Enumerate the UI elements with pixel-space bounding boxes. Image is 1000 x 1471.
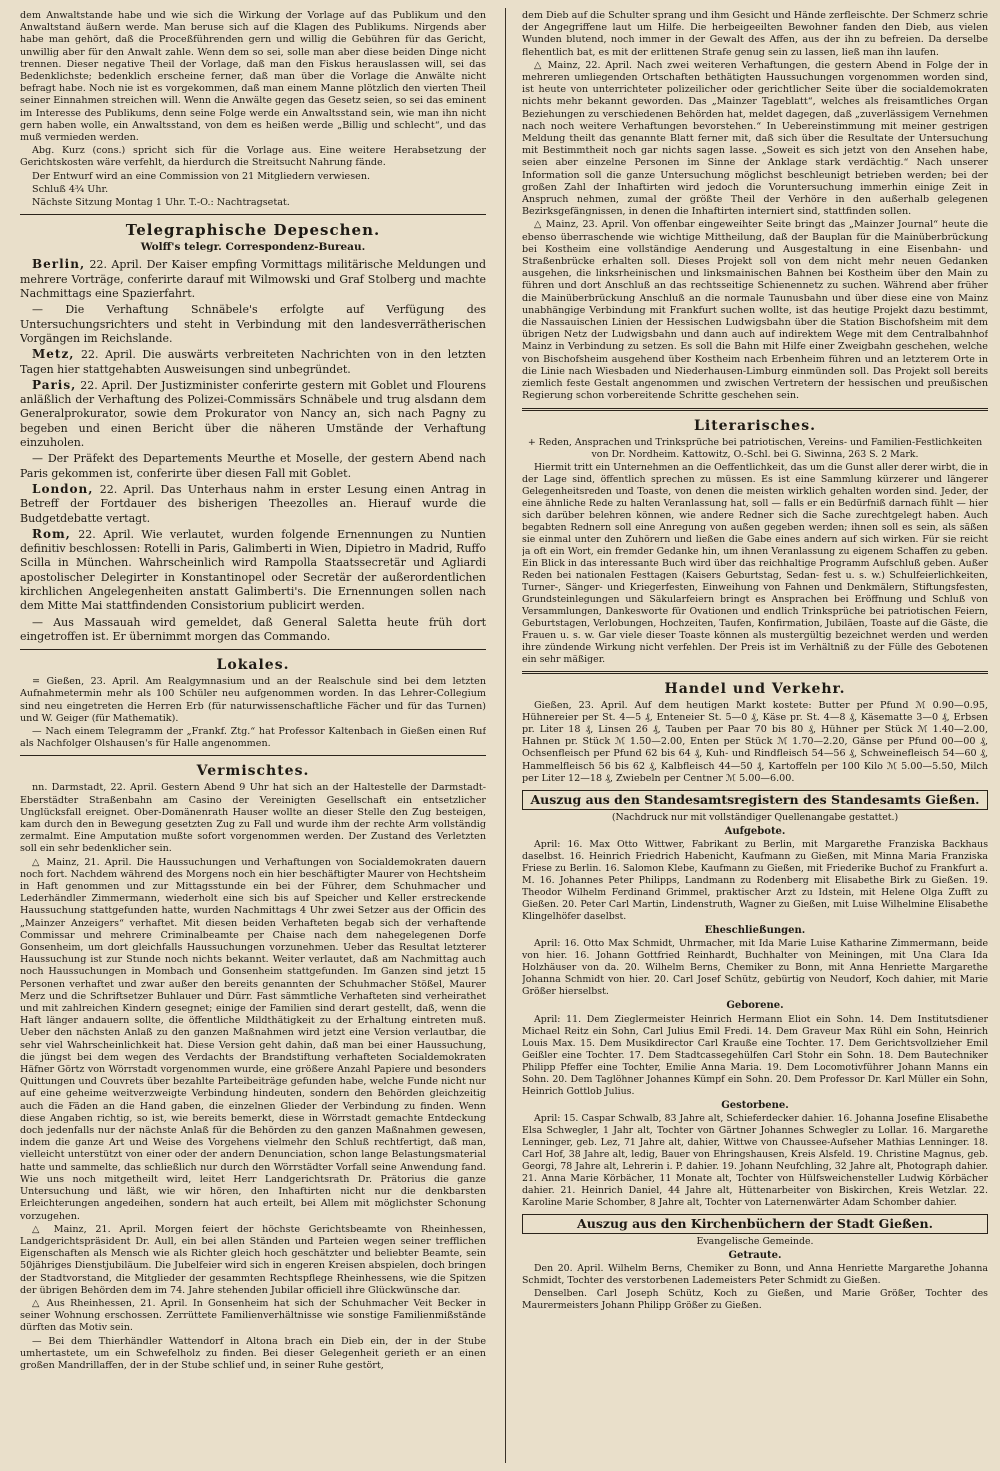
dispatch-text: 22. April. Der Kaiser empfing Vormittags militärische Meldungen und mehrere Vorträge, conferirte darauf mit Wilmowski und Graf Stolberg und machte Nachmittags eine Spazierfahrt. (20, 258, 486, 301)
section-title-kirche: Auszug aus den Kirchenbüchern der Stadt Gießen. (522, 1214, 988, 1234)
paragraph: △ Mainz, 23. April. Von offenbar eingeweihter Seite bringt das „Mainzer Journal“ heute die ebenso überraschende wie wichtige Mittheilung, daß der Bauplan für die Mainüberbrückung bei Kostheim eine vollständige Aenderung und Ausgestaltung in eine Eisenbahn- und Straßenbrücke erhalten soll. Dieses Projekt soll von dem nicht mehr neuen Gedanken ausgehen, die linksrheinischen und linksmainischen Bahnen bei Kostheim über den Main zu führen und dort Anschluß an das rechtsseitige Schienennetz zu suchen. Während aber früher die Mainüberbrückung Anschluß an die normale Taunusbahn und über diese eine von Mainz unabhängige Verbindung mit Frankfurt suchen wollte, ist das heutige Projekt dazu bestimmt, die Nassauischen Linien der Hessischen Ludwigsbahn über die Station Bischofsheim mit dem übrigen Netz der Ludwigsbahn und dann auch auf indirektem Wege mit dem Centralbahnhof Mainz in Verbindung zu setzen. Es soll die Bahn mit Hilfe einer Zweigbahn geschehen, welche von Bischofsheim ausgehend über Kostheim nach Erbenheim führen und an letzterem Orte in die Linie nach Wiesbaden und Niederhausen-Limburg einmünden soll. Das Projekt soll bereits ziemlich feste Gestalt angenommen und zwischen Vertretern der hessischen und preußischen Regierung schon vorbereitende Schritte geschehen sein. (522, 219, 988, 402)
paragraph: △ Aus Rheinhessen, 21. April. In Gonsenheim hat sich der Schuhmacher Veit Becker in seiner Wohnung erschossen. Zerrüttete Familienverhältnisse wie sonstige Familienmißstände dürften das Motiv sein. (20, 1297, 486, 1334)
dispatch-item (20, 378, 486, 450)
paragraph: △ Mainz, 21. April. Die Haussuchungen und Verhaftungen von Socialdemokraten dauern noch fort. Nachdem während des Morgens noch ein hier beschäftigter Maurer von Hechtsheim in Haft genommen und zur Mittagsstunde ein bei der Führer, dem Schuhmacher und Lederhändler Zimmermann, wiederholt eine sich bis auf Speicher und Keller erstreckende Haussuchung stattgefunden hatte, wurden Nachmittags 4 Uhr zwei Setzer aus der Officin des „Mainzer Anzeigers“ verhaftet. Mit diesen beiden Verhafteten begab sich der verhaftende Commissar und mehrere Criminalbeamte per Chaise nach dem nahegelegenen Dorfe Gonsenheim, um dort gleichfalls Haussuchungen vorzunehmen. Ueber das Resultat letzterer Haussuchung ist zur Stunde noch nichts bekannt. Weiter verlautet, daß am Nachmittag auch noch Haussuchungen in Mombach und Gonsenheim stattgefunden. Im Ganzen sind jetzt 15 Personen verhaftet und zwar außer den bereits genannten der Schuhmacher Stößel, Maurer Merz und die Schriftsetzer Buhlauer und Dürr. Fast sämmtliche Verhafteten sind verheirathet und mit zahlreichen Kindern gesegnet; einige der Familien sind derart gestellt, daß, wenn die Haft länger andauern sollte, die öffentliche Mildthätigkeit zu der Erhaltung eintreten muß. Ueber den nächsten Anlaß zu den ganzen Maßnahmen wird jetzt eine Version verlautbar, die sehr viel Wahrscheinlichkeit hat. Diese Version geht dahin, daß man bei einer Haussuchung, die jüngst bei dem wegen des Verdachts der Brandstiftung verhafteten Socialdemokraten Häfner Görtz von Wörrstadt vorgenommen wurde, eine größere Anzahl Papiere und besonders Quittungen und Couvrets über bezahlte Parteibeiträge gefunden habe, welche Funde nicht nur auf eine geheime weitverzweigte Verbindung hindeuten, sondern den Behörden gleichzeitig auch die Fäden an die Hand gaben, die einzelnen Glieder der Verbindung zu finden. Wenn diese Angaben richtig, so ist, wie bereits bemerkt, diese in Wörrstadt gemachte Entdeckung doch jedenfalls nur der nächste Anlaß für die Behörden zu den ganzen Maßnahmen gewesen, indem die ganze Art und Weise des Vorgehens vielmehr den Schluß rechtfertigt, daß man, vielleicht unterstützt von einer oder der andern Denunciation, schon lange Belastungsmaterial hatte und sammelte, das schließlich nur durch den Wörrstädter Vorfall seine Anwendung fand. Wie uns noch mitgetheilt wird, leitet Herr Landgerichtsrath Dr. Prätorius die ganze Untersuchung und läßt, wie wir hören, den Inhaftirten nicht nur die denkbarsten Erleichterungen angedeihen, sondern hat auch erteilt, bei Allem mit möglichster Schonung vorzugehen. (20, 856, 486, 1222)
column-divider (505, 8, 506, 1463)
paragraph: △ Mainz, 21. April. Morgen feiert der höchste Gerichtsbeamte von Rheinhessen, Landgerichtspräsident Dr. Aull, ein bei allen Ständen und Parteien wegen seiner trefflichen Eigenschaften als Mensch wie als Richter gleich hoch geschätzter und beliebter Beamte, sein 50jähriges Dienstjubiläum. Die Jubelfeier wird sich in engeren Kreisen abspielen, doch bringen der Stadtvorstand, die Mitglieder der gesammten Rechtspflege Rheinhessens, wie die Spitzen der übrigen Behörden dem im 74. Jahre stehenden Jubilar officiell ihre Glückwünsche dar. (20, 1223, 486, 1296)
paragraph: Den 20. April. Wilhelm Berns, Chemiker zu Bonn, und Anna Henriette Margarethe Johanna Schmidt, Tochter des verstorbenen Lademeisters Peter Schmidt zu Gießen. (522, 1262, 988, 1286)
paragraph: April: 11. Dem Zieglermeister Heinrich Hermann Eliot ein Sohn. 14. Dem Institutsdiener Michael Reitz ein Sohn, Carl Julius Emil Fredi. 14. Dem Graveur Max Rühl ein Sohn, Heinrich Louis Max. 15. Dem Musikdirector Carl Krauße eine Tochter. 17. Dem Gerichtsvollzieher Emil Geißler eine Tochter. 17. Dem Stadtcassegehülfen Carl Stohr ein Sohn. 18. Dem Bautechniker Philipp Pfeffer eine Tochter, Emilie Anna Maria. 19. Dem Locomotivführer Johann Manns ein Sohn. 20. Dem Taglöhner Johannes Kümpf ein Sohn. 20. Dem Professor Dr. Karl Müller ein Sohn, Heinrich Gottlob Julius. (522, 1013, 988, 1097)
dispatch-item (20, 527, 486, 614)
divider (522, 671, 988, 674)
paragraph: Der Entwurf wird an eine Commission von 21 Mitgliedern verwiesen. (32, 170, 371, 182)
paragraph: Abg. Kurz (cons.) spricht sich für die Vorlage aus. Eine weitere Herabsetzung der Gerichtskosten wäre verfehlt, da hierdurch die Streitsucht Nahrung fände. (20, 145, 486, 169)
reprint-note: (Nachdruck nur mit vollständiger Quellenangabe gestattet.) (611, 811, 899, 823)
divider (20, 214, 486, 215)
subsection-title: Eheschließungen. (704, 925, 806, 937)
paragraph: Nächste Sitzung Montag 1 Uhr. T.-O.: Nachtragsetat. (32, 197, 290, 209)
paragraph: April: 16. Max Otto Wittwer, Fabrikant zu Berlin, mit Margarethe Franziska Backhaus daselbst. 16. Heinrich Friedrich Habenicht, Kaufmann zu Gießen, mit Minna Maria Franziska Friese zu Berlin. 16. Salomon Klebe, Kaufmann zu Gießen, mit Friederike Buchof zu Frankfurt a. M. 16. Johannes Peter Philipps, Landmann zu Rodenberg mit Elisabethe Birk zu Gießen. 19. Theodor Wilhelm Ferdinand Grimmel, praktischer Arzt zu Idstein, mit Helene Olga Zufft zu Gießen. 20. Peter Carl Martin, Lindenstruth, Wagner zu Gießen, mit Luise Wilhelmine Elisabethe Klingelhöfer daselbst. (522, 839, 988, 923)
dispatch-text: 22. April. Der Justizminister conferirte gestern mit Goblet und Flourens anläßlich der Verhaftung des Polizei-Commissärs Schnäbele und trug alsdann dem Generalprokurator, sowie dem Prokurator von Nancy an, sich nach Pagny zu begeben und einen Bericht über die näheren Umstände der Verhaftung einzuholen. (20, 378, 486, 450)
section-title-vermischtes: Vermischtes. (196, 763, 310, 780)
paragraph: Schluß 4¾ Uhr. (32, 183, 109, 195)
paragraph: — Bei dem Thierhändler Wattendorf in Altona brach ein Dieb ein, der in der Stube umhertastete, um ein Schwefelholz zu finden. Bei dieser Gelegenheit gerieth er an einen großen Mandrillaffen, der in der Stube schlief und, in seiner Ruhe gestört, (20, 1335, 486, 1371)
dispatch-place: Rom, (32, 526, 71, 541)
section-title-telegraph: Telegraphische Depeschen. (125, 221, 381, 240)
section-title-literarisches: Literarisches. (694, 417, 816, 434)
dispatch-text: 22. April. Wie verlautet, wurden folgende Ernennungen zu Nuntien definitiv beschlossen: Rotelli in Paris, Galimberti in Wien, Dipietro in Madrid, Ruffo Scilla in München. Wahrscheinlich wird Rampolla Staatssecretär und Agliardi apostolischer Delegirter in Konstantinopel oder Secretär der außerordentlichen kirchlichen Angelegenheiten anstatt Galimberti's. Die Ernennungen sollen nach dem Mitte Mai stattfindenden Consistorium publicirt werden. (20, 527, 486, 613)
dispatch-text: 22. April. Das Unterhaus nahm in erster Lesung einen Antrag in Betreff der Fortdauer des bisherigen Theezolles an. Hierauf wurde die Budgetdebatte vertagt. (20, 482, 486, 525)
dispatch-item (20, 257, 486, 301)
parliament-report (20, 10, 486, 209)
right-column (522, 10, 988, 1461)
subsection-title: Geborene. (726, 1000, 784, 1012)
paragraph: April: 15. Caspar Schwalb, 83 Jahre alt, Schieferdecker dahier. 16. Johanna Josefine Elisabethe Elsa Schwegler, 1 Jahr alt, Tochter von Gärtner Johannes Schwegler zu Lollar. 16. Margarethe Lenninger, geb. Lez, 71 Jahre alt, dahier, Wittwe von Chaussee-Aufseher Mathias Lenninger. 18. Carl Hof, 38 Jahre alt, ledig, Bauer von Ehringshausen, Kreis Alsfeld. 19. Christine Magnus, geb. Georgi, 78 Jahre alt, Lehrerin i. P. dahier. 19. Johann Neufchling, 32 Jahre alt, Photograph dahier. 21. Anna Marie Körbächer, 11 Monate alt, Tochter von Hülfsweichensteller Ludwig Körbächer dahier. 21. Heinrich Daniel, 44 Jahre alt, Hüttenarbeiter von Biskirchen, Kreis Wetzlar. 22. Karoline Marie Schomber, 8 Jahre alt, Tochter von Laternenwärter Adam Schomber dahier. (522, 1112, 988, 1208)
subsection-title: Gestorbene. (721, 1099, 789, 1111)
paragraph: dem Anwaltstande habe und wie sich die Wirkung der Vorlage auf das Publikum und den Anwaltstand äußern werde. Man beruse sich auf die Klagen des Publikums. Nirgends aber habe man gehört, daß die Proceßführenden gern und willig die Gebühren für das Gericht, unwillig aber für den Anwalt zahle. Wenn dem so sei, solle man aber diese beiden Dinge nicht trennen. Dieser negative Theil der Vorlage, daß man den Fiskus herauslassen will, sei das Bedenklichste; bedenklich erscheine ferner, daß man über die Vorlage die Anwälte nicht befragt habe. Noch nie ist es vorgekommen, daß man einem Manne plötzlich den vierten Theil seiner Einnahmen streichen will. Wenn die Anwälte gegen das Gesetz seien, so sei das eminent im Interesse des Publikums, denn seine Folge werde ein Anwaltsstand sein, wie man ihn nicht gern haben wolle, ein Anwaltsstand, von dem es heißen werde „Billig und schlecht“, und das muß vermieden werden. (20, 10, 486, 144)
dispatch-text: 22. April. Die auswärts verbreiteten Nachrichten von in den letzten Tagen hier stattgehabten Ausweisungen sind unbegründet. (20, 348, 486, 376)
paragraph: △ Mainz, 22. April. Nach zwei weiteren Verhaftungen, die gestern Abend in Folge der in mehreren umliegenden Ortschaften bethätigten Haussuchungen vorgenommen worden sind, ist heute von unterrichteter polizeilicher oder gerichtlicher Seite über die socialdemokraten nichts mehr bekannt geworden. Das „Mainzer Tageblatt“, welches als freisamtliches Organ Beziehungen zu verschiedenen Behörden hat, meldet dagegen, daß „zuverlässigem Vernehmen nach noch weitere Verhaftungen bevorstehen.“ In Uebereinstimmung mit meiner gestrigen Meldung theilt das genannte Blatt ferner mit, daß sich über die Resultate der Untersuchung mit Bestimmtheit noch gar nichts sagen lasse. „Soweit es sich jetzt von den Ansehen habe, seien aber einzelne Personen im Sinne der Anklage stark verdächtig.“ Nach unserer Information soll die ganze Untersuchung möglichst beschleunigt betrieben werden; bei der großen Zahl der Inhaftirten wird jedoch die Voruntersuchung immerhin einige Zeit in Anspruch nehmen, zumal der größte Theil der Verhöre in den außerhalb gelegenen Bezirksgefängnissen, in denen die Inhaftirten interniert sind, stattfinden sollen. (522, 59, 988, 218)
congregation-title: Evangelische Gemeinde. (696, 1235, 814, 1247)
book-title: + Reden, Ansprachen und Trinksprüche bei patriotischen, Vereins- und Familien-Festlichkeiten von Dr. Nordheim. Kattowitz, O.-Schl. bei G. Siwinna, 263 S. 2 Mark. (527, 436, 983, 460)
divider (20, 755, 486, 756)
divider (20, 649, 486, 650)
paragraph: Denselben. Carl Joseph Schütz, Koch zu Gießen, und Marie Größer, Tochter des Maurermeisters Johann Philipp Größer zu Gießen. (522, 1287, 988, 1311)
dispatch-place: Berlin, (32, 257, 86, 272)
dispatch-list (20, 257, 486, 644)
subsection-title: Getraute. (728, 1249, 782, 1261)
divider (522, 408, 988, 411)
dispatch-text: — Die Verhaftung Schnäbele's erfolgte auf Verfügung des Untersuchungsrichters und steht in Verbindung mit den landesverrätherischen Vorgängen im Reichslande. (20, 303, 486, 345)
paragraph: = Gießen, 23. April. Am Realgymnasium und an der Realschule sind bei dem letzten Aufnahmetermin mehr als 100 Schüler neu aufgenommen worden. In das Lehrer-Collegium sind neu eingetreten die Herren Erb (für naturwissenschaftliche Fächer und für das Turnen) und W. Geiger (für Mathematik). (20, 676, 486, 724)
dispatch-item (20, 347, 486, 377)
section-title-lokales: Lokales. (216, 657, 290, 674)
paragraph: — Nach einem Telegramm der „Frankf. Ztg.“ hat Professor Kaltenbach in Gießen einen Ruf als Nachfolger Olshausen's für Halle angenommen. (20, 725, 486, 750)
paragraph: Hiermit tritt ein Unternehmen an die Oeffentlichkeit, das um die Gunst aller derer wirbt, die in der Lage sind, öffentlich sprechen zu müssen. Es ist eine Sammlung kürzerer und längerer Gelegenheitsreden und Toaste, von denen die meisten wirklich gehalten worden sind. Jeder, der eine ähnliche Rede zu halten Veranlassung hat, soll — falls er ein Bedürfniß darnach fühlt — hier sich darüber belehren können, wie andere Redner sich die Sache zurechtgelegt haben. Auch begabten Rednern soll eine Anregung von außen gegeben werden; ihnen soll es sein, als säßen sie einmal unter den Zuhörern und ließen die Gabe eines andern auf sich wirken. Für sie reicht ja oft ein Wort, ein fremder Gedanke hin, um ihnen Veranlassung zu eigenem Schaffen zu geben. Ein Blick in das interessante Buch wird über das reichhaltige Programm Aufschluß geben. Außer Reden bei nationalen Festtagen (Kaisers Geburtstag, Sedan- fest u. s. w.) Schulfeierlichkeiten, Turner-, Sänger- und Kriegerfesten, Einweihung von Fahnen und Denkmälern, Stiftungsfesten, Grundsteinlegungen und Säkularfeiern bringt es Ansprachen bei Eröffnung und Schluß von Versammlungen, Dankesworte für Ovationen und endlich Trinksprüche bei patriotischen Feiern, Geburtstagen, Verlobungen, Hochzeiten, Taufen, Konfirmation, Jubiläen, Toaste auf die Gäste, die Frauen u. s. w. Gar viele dieser Toaste können als mustergültig bezeichnet werden und werden ihre zündende Wirkung nicht verfehlen. Der Preis ist im Verhältniß zu der Fülle des Gebotenen ein sehr mäßiger. (522, 461, 988, 665)
paragraph: nn. Darmstadt, 22. April. Gestern Abend 9 Uhr hat sich an der Haltestelle der Darmstadt-Eberstädter Straßenbahn am Casino der Vereinigten Gesellschaft ein entsetzlicher Unglücksfall ereignet. Ober-Domänenrath Hauser wollte an dieser Stelle den Zug besteigen, kam durch den in Bewegung gesetzten Zug zu Fall und wurde ihm der rechte Arm vollständig zermalmt. Eine Amputation mußte sofort vorgenommen werden. Der Zustand des Verletzten soll ein sehr bedenklicher sein. (20, 782, 486, 855)
dispatch-item (20, 615, 486, 645)
dispatch-item (20, 482, 486, 526)
dispatch-place: Metz, (32, 347, 75, 362)
dispatch-place: Paris, (32, 377, 77, 392)
paragraph: dem Dieb auf die Schulter sprang und ihm Gesicht und Hände zerfleischte. Der Schmerz schrie der Angegriffene laut um Hilfe. Die herbeigeeilten Bewohner fanden den Dieb, aus vielen Wunden blutend, noch immer in der Gewalt des Affen, aus der ihn zu befreien. Da derselbe flehentlich bat, es mit der erlittenen Strafe genug sein zu lassen, ließ man ihn laufen. (522, 10, 988, 58)
left-column (20, 10, 486, 1461)
subsection-title: Aufgebote. (724, 825, 786, 837)
market-prices: Gießen, 23. April. Auf dem heutigen Markt kostete: Butter per Pfund ℳ 0.90—0.95, Hühnereier per St. 4—5 ₰, Enteneier St. 5—0 ₰, Käse pr. St. 4—8 ₰, Käsematte 3—0 ₰, Erbsen pr. Liter 18 ₰, Linsen 26 ₰, Tauben per Paar 70 bis 80 ₰, Hühner per Stück ℳ 1.40—2.00, Hahnen pr. Stück ℳ 1.50—2.00, Enten per Stück ℳ 1.70—2.20, Gänse per Pfund 00—00 ₰, Ochsenfleisch per Pfund 62 bis 64 ₰, Kuh- und Rindfleisch 54—56 ₰, Schweinefleisch 54—60 ₰, Hammelfleisch 56 bis 62 ₰, Kalbfleisch 44—50 ₰, Kartoffeln per 100 Kilo ℳ 5.00—5.50, Milch per Liter 12—18 ₰, Zwiebeln per Centner ℳ 5.00—6.00. (522, 699, 988, 784)
paragraph: April: 16. Otto Max Schmidt, Uhrmacher, mit Ida Marie Luise Katharine Zimmermann, beide von hier. 16. Johann Gottfried Reinhardt, Buchhalter von Meiningen, mit Una Clara Ida Holzhäuser von da. 20. Wilhelm Berns, Chemiker zu Bonn, mit Anna Henriette Margarethe Johanna Schmidt von hier. 20. Carl Josef Schütz, gebürtig von Neudorf, Koch dahier, mit Marie Größer hierselbst. (522, 938, 988, 998)
section-title-handel: Handel und Verkehr. (664, 680, 846, 697)
dispatch-item (20, 451, 486, 481)
section-title-standesamt: Auszug aus den Standesamtsregistern des Standesamts Gießen. (522, 790, 988, 810)
dispatch-place: London, (32, 481, 94, 496)
dispatch-text: — Der Präfekt des Departements Meurthe et Moselle, der gestern Abend nach Paris gekommen ist, conferirte über diesen Fall mit Goblet. (20, 452, 486, 480)
section-subtitle: Wolff's telegr. Correspondenz-Bureau. (140, 241, 366, 254)
dispatch-text: — Aus Massauah wird gemeldet, daß General Saletta heute früh dort eingetroffen ist. Er übernimmt morgen das Commando. (20, 615, 486, 643)
dispatch-item (20, 302, 486, 346)
